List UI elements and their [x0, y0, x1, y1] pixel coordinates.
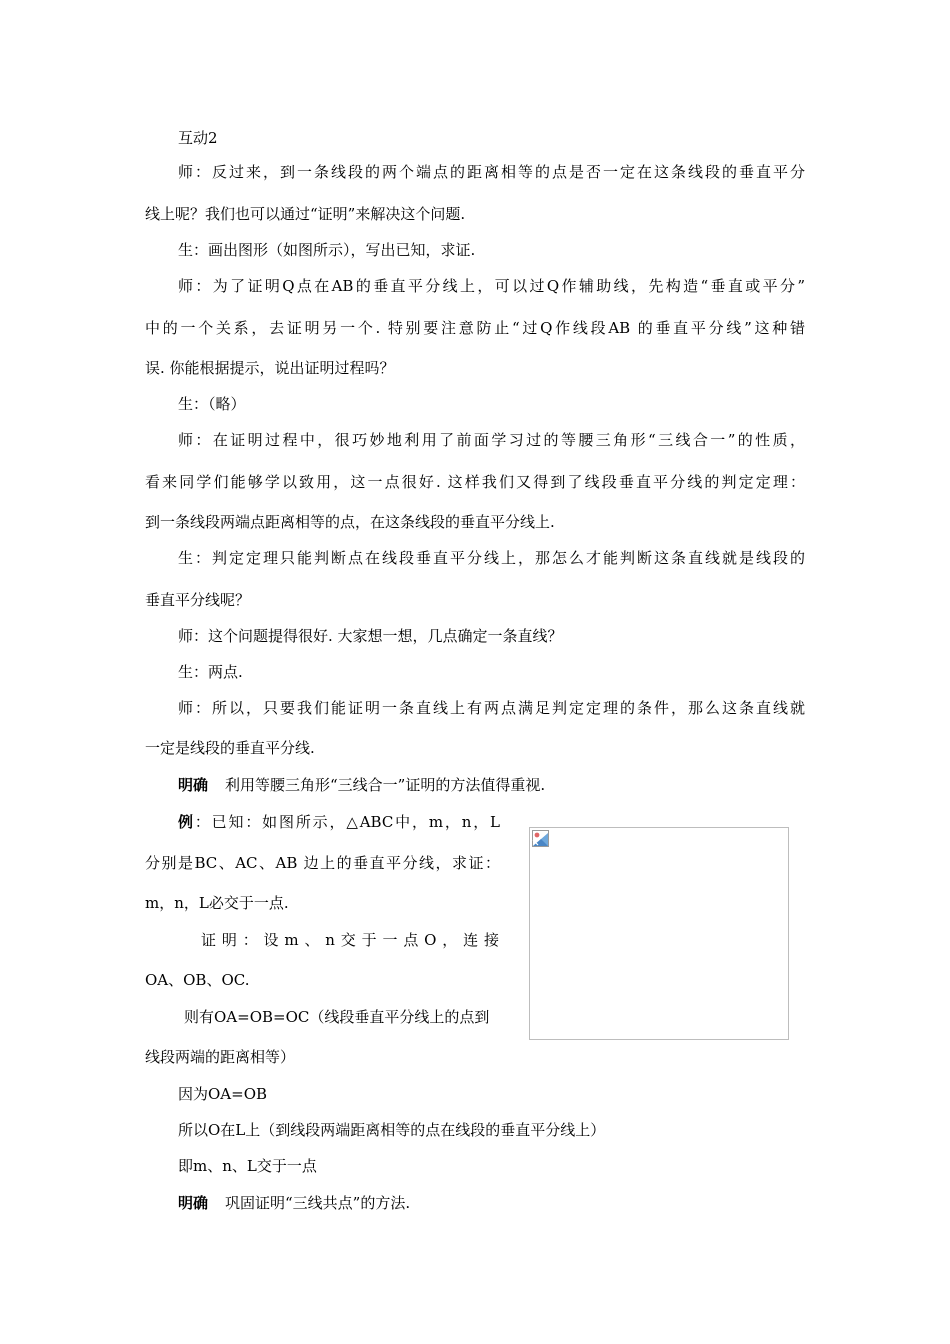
example-line: m，n，L必交于一点. — [145, 894, 289, 912]
paragraph-line: 垂直平分线呢？ — [145, 591, 251, 609]
proof-line: 所以O在L上（到线段两端距离相等的点在线段的垂直平分线上） — [178, 1121, 606, 1139]
paragraph-line: 生：（略） — [178, 395, 246, 413]
proof-line: 即m、n、L交于一点 — [178, 1157, 317, 1175]
example-line — [178, 812, 500, 832]
paragraph-line: 师：反过来，到一条线段的两个端点的距离相等的点是否一定在这条线段的垂直平分 — [178, 163, 805, 181]
broken-image-icon — [532, 830, 549, 847]
note-text: 利用等腰三角形“三线合一”证明的方法值得重视. — [225, 776, 546, 794]
note-text: 巩固证明“三线共点”的方法. — [225, 1194, 411, 1212]
paragraph-line: 到一条线段两端点距离相等的点，在这条线段的垂直平分线上. — [145, 513, 555, 531]
paragraph-line: 误. 你能根据提示，说出证明过程吗？ — [145, 359, 395, 377]
example-label: 例 — [178, 813, 195, 831]
paragraph-line: 看来同学们能够学以致用，这一点很好. 这样我们又得到了线段垂直平分线的判定定理： — [145, 473, 805, 491]
paragraph-line: 师：为了证明Q点在AB的垂直平分线上，可以过Q作辅助线，先构造“垂直或平分” — [178, 277, 805, 295]
proof-line: 则有OA=OB=OC（线段垂直平分线上的点到 — [184, 1008, 490, 1026]
section-title: 互动2 — [178, 129, 218, 147]
paragraph-line: 中的一个关系，去证明另一个. 特别要注意防止“过Q作线段AB 的垂直平分线”这种错 — [145, 319, 805, 337]
paragraph-line: 生：画出图形（如图所示），写出已知，求证. — [178, 241, 476, 259]
paragraph-line: 生：两点. — [178, 663, 243, 681]
proof-line: OA、OB、OC. — [145, 971, 250, 989]
paragraph-line: 师：在证明过程中，很巧妙地利用了前面学习过的等腰三角形“三线合一”的性质， — [178, 431, 805, 449]
example-line: 分别是BC、AC、AB 边上的垂直平分线，求证： — [145, 854, 500, 872]
example-text: ：已知：如图所示，△ABC中，m，n，L — [194, 813, 500, 831]
paragraph-line: 生：判定定理只能判断点在线段垂直平分线上，那怎么才能判断这条直线就是线段的 — [178, 549, 805, 567]
paragraph-line: 一定是线段的垂直平分线. — [145, 739, 315, 757]
note-line — [178, 775, 545, 795]
paragraph-line: 线上呢？我们也可以通过“证明”来解决这个问题. — [145, 205, 466, 223]
note-line — [178, 1193, 410, 1213]
proof-line: 证明：设m、n交于一点O，连接 — [201, 931, 499, 949]
proof-line: 线段两端的距离相等） — [145, 1048, 296, 1066]
paragraph-line: 师：所以，只要我们能证明一条直线上有两点满足判定定理的条件，那么这条直线就 — [178, 699, 805, 717]
figure-placeholder — [529, 827, 789, 1040]
note-label: 明确 — [178, 776, 209, 794]
note-label: 明确 — [178, 1194, 209, 1212]
paragraph-line: 师：这个问题提得很好. 大家想一想，几点确定一条直线？ — [178, 627, 563, 645]
proof-line: 因为OA=OB — [178, 1085, 268, 1103]
